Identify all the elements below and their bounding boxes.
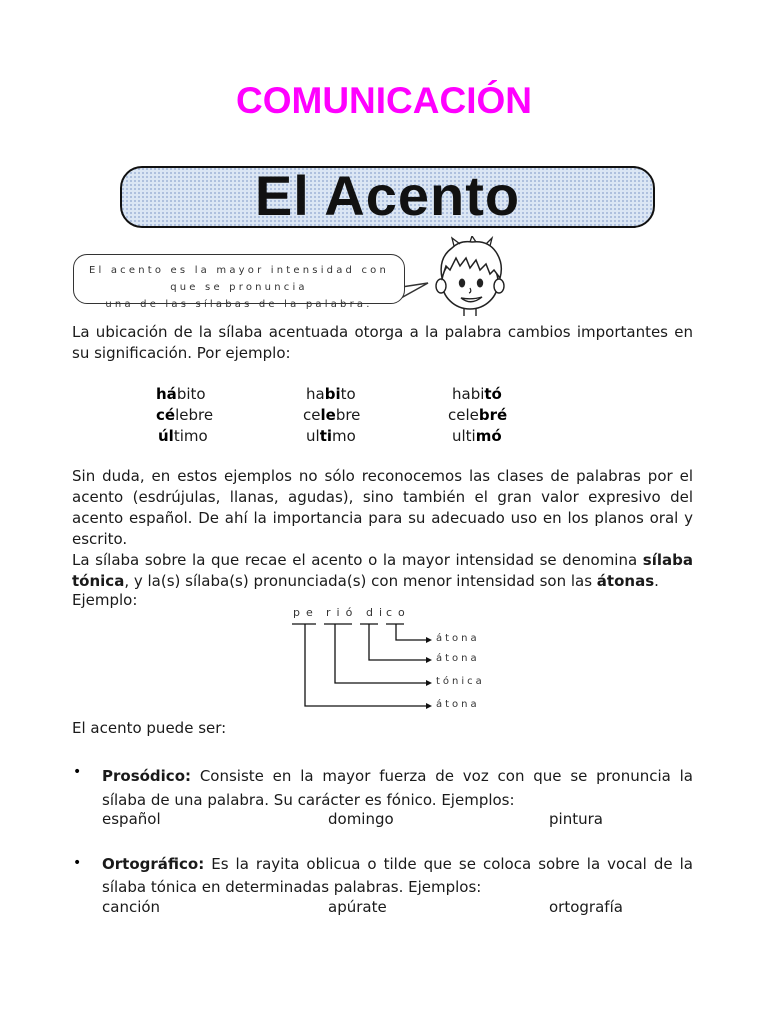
bubble-line-2: una de las sílabas de la palabra. [105, 299, 373, 310]
page-title: COMUNICACIÓN [236, 80, 532, 121]
example-apurate: apúrate [328, 898, 387, 916]
paragraph-silaba-tonica: La sílaba sobre la que recae el acento o la mayor intensidad se denomina sílaba tónica, y la(s) sílaba(s) pronunciada(s) con menor intensidad son las átonas. [72, 551, 693, 590]
example-domingo: domingo [328, 810, 394, 828]
term-ortografico: Ortográfico: [102, 855, 205, 873]
bullet-ortografico: Ortográfico: Es la rayita oblicua o tilde que se coloca sobre la vocal de la sílaba tónica en determinadas palabras. Ejemplos: [102, 855, 693, 896]
example-word: ultimo [306, 427, 356, 445]
bullet-prosodico: Prosódico: Consiste en la mayor fuerza de voz con que se pronuncia la sílaba de una palabra. Su carácter es fónico. Ejemplos: [102, 767, 693, 809]
bullet-marker: • [73, 764, 82, 780]
label-atona-di: átona [436, 653, 480, 664]
syllable-di: di [366, 606, 389, 619]
paragraph-acento-puede-ser: El acento puede ser: [72, 719, 227, 737]
ejemplo-label: Ejemplo: [72, 591, 138, 609]
syllable-pe: pe [293, 606, 319, 619]
example-word: célebre [156, 406, 214, 424]
example-word: habitó [452, 385, 502, 403]
label-atona-co: átona [436, 633, 480, 644]
paragraph-sin-duda: Sin duda, en estos ejemplos no sólo reconocemos las clases de palabras por el acento (esdrújulas, llanas, agudas), sino también el gran valor expresivo del acento español. De ahí la importancia para su adecuado uso en los planos oral y escrito. [72, 467, 693, 548]
bullet-marker: • [73, 855, 82, 871]
example-word: habito [306, 385, 356, 403]
example-word: ultimó [452, 427, 502, 445]
syllable-rio: rió [326, 606, 359, 619]
example-espanol: español [102, 810, 161, 828]
label-tonica-rio: tónica [436, 676, 485, 687]
bubble-line-1: El acento es la mayor intensidad con que se pronuncia [88, 265, 390, 293]
term-silaba-tonica: sílaba tónica [72, 551, 693, 590]
banner-text: El Acento [254, 164, 521, 227]
term-prosodico: Prosódico: [102, 767, 192, 785]
example-pintura: pintura [549, 810, 603, 828]
term-atonas: átonas [596, 572, 655, 590]
example-word: celebré [448, 406, 508, 424]
example-ortografia: ortografía [549, 898, 623, 916]
example-word: celebre [303, 406, 361, 424]
syllable-co: co [386, 606, 411, 619]
label-atona-pe: átona [436, 699, 480, 710]
example-word: hábito [156, 385, 206, 403]
example-cancion: canción [102, 898, 161, 916]
example-word: último [158, 427, 208, 445]
paragraph-ubicacion: La ubicación de la sílaba acentuada otorga a la palabra cambios importantes en su significación. Por ejemplo: [72, 323, 693, 362]
